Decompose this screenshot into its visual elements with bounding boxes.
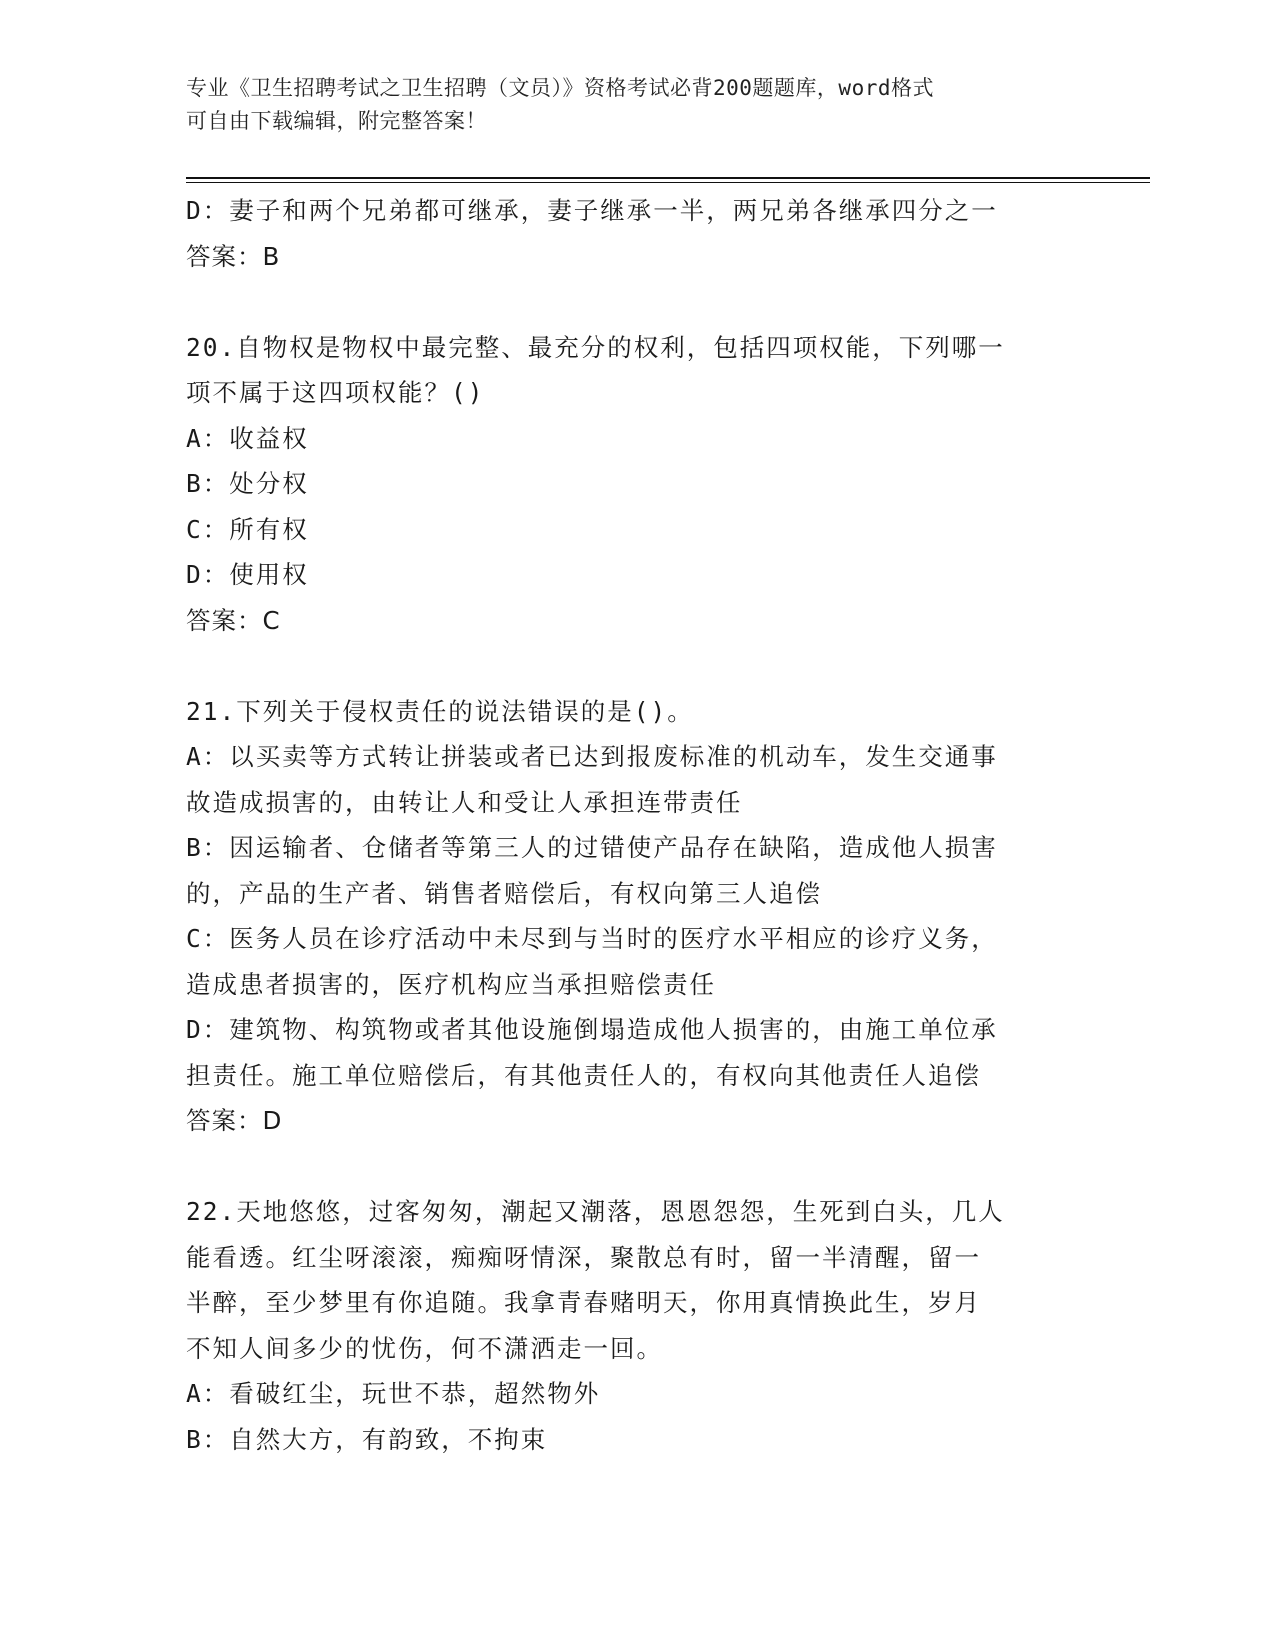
- answer-label: 答案：B: [186, 241, 281, 271]
- header-subtitle-line: 可自由下载编辑，附完整答案！: [186, 109, 487, 133]
- option-d: D：使用权: [186, 560, 309, 589]
- option-c: C：所有权: [186, 514, 309, 544]
- spacer: [186, 643, 1086, 689]
- spacer: [186, 279, 1086, 325]
- option-a: A：以买卖等方式转让拼装或者已达到报废标准的机动车，发生交通事: [186, 742, 998, 771]
- question-stem: 不知人间多少的忧伤，何不潇洒走一回。: [186, 1333, 663, 1363]
- document-body: [186, 188, 1086, 1462]
- question-stem: 项不属于这四项权能？(): [186, 378, 485, 407]
- option-c: C：医务人员在诊疗活动中未尽到与当时的医疗水平相应的诊疗义务，: [186, 924, 998, 953]
- question-stem: 20.自物权是物权中最完整、最充分的权利，包括四项权能，下列哪一: [186, 332, 1005, 362]
- option-d-continued: 担责任。施工单位赔偿后，有其他责任人的，有权向其他责任人追偿: [186, 1060, 981, 1090]
- question-22: [186, 1189, 1086, 1462]
- option-b: B：因运输者、仓储者等第三人的过错使产品存在缺陷，造成他人损害: [186, 833, 998, 862]
- question-stem: 半醉，至少梦里有你追随。我拿青春赌明天，你用真情换此生，岁月: [186, 1288, 981, 1317]
- header-divider-thick: [186, 177, 1150, 179]
- header-title-line: 专业《卫生招聘考试之卫生招聘（文员）》资格考试必背200题题库，word格式: [186, 76, 934, 100]
- question-19-tail: [186, 188, 1086, 279]
- option-d: D：建筑物、构筑物或者其他设施倒塌造成他人损害的，由施工单位承: [186, 1015, 998, 1044]
- option-b: B：自然大方，有韵致，不拘束: [186, 1424, 548, 1454]
- question-stem: 21.下列关于侵权责任的说法错误的是()。: [186, 696, 694, 726]
- option-c-continued: 造成患者损害的，医疗机构应当承担赔偿责任: [186, 969, 716, 999]
- spacer: [186, 1144, 1086, 1190]
- question-stem: 能看透。红尘呀滚滚，痴痴呀情深，聚散总有时，留一半清醒，留一: [186, 1242, 981, 1272]
- option-d: D：妻子和两个兄弟都可继承，妻子继承一半，两兄弟各继承四分之一: [186, 196, 998, 225]
- document-header: [186, 72, 1066, 138]
- header-divider-thin: [186, 182, 1150, 183]
- answer-label: 答案：C: [186, 605, 281, 635]
- option-b: B：处分权: [186, 469, 309, 498]
- option-a-continued: 故造成损害的，由转让人和受让人承担连带责任: [186, 787, 743, 817]
- question-20: [186, 325, 1086, 644]
- question-stem: 22.天地悠悠，过客匆匆，潮起又潮落，恩恩怨怨，生死到白头，几人: [186, 1197, 1005, 1226]
- option-a: A：看破红尘，玩世不恭，超然物外: [186, 1379, 601, 1408]
- answer-label: 答案：D: [186, 1106, 283, 1135]
- option-b-continued: 的，产品的生产者、销售者赔偿后，有权向第三人追偿: [186, 878, 822, 908]
- question-21: [186, 689, 1086, 1144]
- option-a: A：收益权: [186, 423, 309, 453]
